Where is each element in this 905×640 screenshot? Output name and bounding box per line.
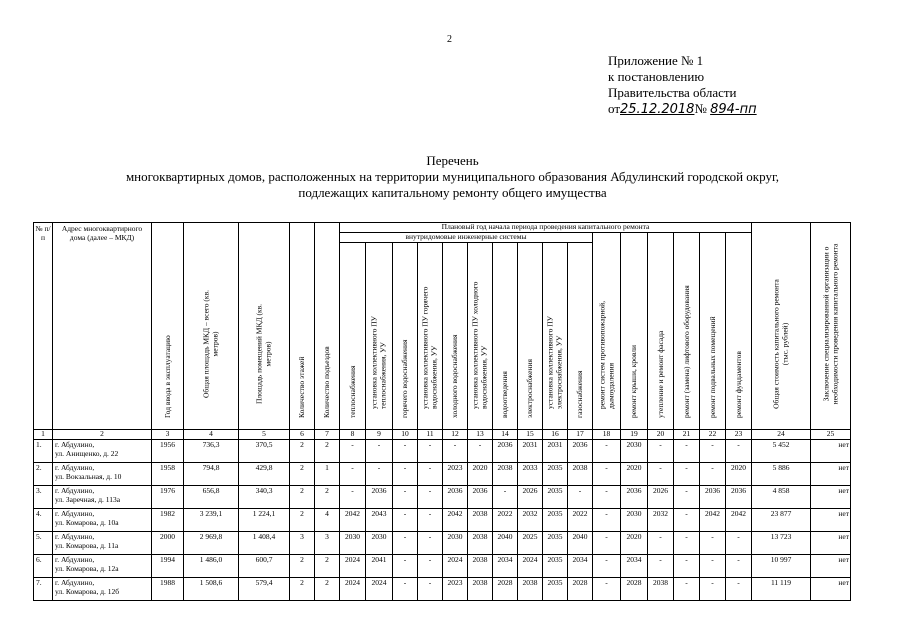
planned-year-cell: 2030 — [340, 532, 366, 555]
planned-year-cell: - — [593, 555, 621, 578]
planned-year-cell: - — [393, 532, 418, 555]
column-number-cell: 20 — [648, 430, 674, 440]
year-cell: 1982 — [152, 509, 184, 532]
planned-year-cell: 2038 — [518, 578, 543, 601]
planned-year-cell: - — [674, 578, 700, 601]
total-area-cell: 794,8 — [184, 463, 239, 486]
planned-year-cell: - — [593, 578, 621, 601]
planned-year-cell: 2024 — [443, 555, 468, 578]
planned-year-cell: 2035 — [543, 463, 568, 486]
planned-year-cell: 2035 — [543, 555, 568, 578]
premises-area-cell: 429,8 — [239, 463, 290, 486]
planned-year-cell: - — [674, 463, 700, 486]
planned-year-cell: - — [468, 440, 493, 463]
planned-year-cell: - — [340, 440, 366, 463]
planned-year-cell: - — [700, 578, 726, 601]
planned-year-cell: - — [726, 440, 752, 463]
cost-cell: 11 119 — [752, 578, 811, 601]
header-c14: водоотведения — [493, 243, 518, 430]
planned-year-cell: - — [568, 486, 593, 509]
planned-year-cell: 2026 — [648, 486, 674, 509]
planned-year-cell: - — [648, 555, 674, 578]
planned-year-cell: - — [393, 509, 418, 532]
table-row — [34, 486, 851, 509]
planned-year-cell: 2034 — [621, 555, 648, 578]
planned-year-cell: 2040 — [568, 532, 593, 555]
total-area-cell: 1 486,0 — [184, 555, 239, 578]
address-line2: ул. Комарова, д. 12а — [55, 563, 119, 573]
planned-year-cell: - — [393, 578, 418, 601]
planned-year-cell: 2023 — [443, 578, 468, 601]
planned-year-cell: 2041 — [366, 555, 393, 578]
planned-year-cell: 2028 — [621, 578, 648, 601]
planned-year-cell: 2042 — [340, 509, 366, 532]
address-cell — [53, 532, 152, 555]
entrances-cell: 4 — [315, 509, 340, 532]
cost-cell: 5 452 — [752, 440, 811, 463]
floors-cell: 2 — [290, 509, 315, 532]
column-number-cell: 11 — [418, 430, 443, 440]
address-line1: г. Абдулино, — [55, 578, 95, 587]
total-area-cell: 3 239,1 — [184, 509, 239, 532]
planned-year-cell: - — [418, 555, 443, 578]
header-c23: ремонт фундаментов — [726, 233, 752, 430]
header-c18: ремонт систем противопожарной, дымоудаления — [593, 233, 621, 430]
planned-year-cell: - — [340, 463, 366, 486]
header-address: Адрес многоквартирного дома (далее – МКД) — [53, 223, 152, 430]
address-line1: г. Абдулино, — [55, 532, 95, 541]
planned-year-cell: - — [418, 486, 443, 509]
row-number: 1. — [34, 440, 53, 463]
column-number-cell: 14 — [493, 430, 518, 440]
planned-year-cell: 2036 — [443, 486, 468, 509]
page-number: 2 — [447, 34, 452, 45]
title-line1: Перечень — [426, 153, 479, 168]
planned-year-cell: - — [393, 486, 418, 509]
floors-cell: 2 — [290, 578, 315, 601]
year-cell: 1988 — [152, 578, 184, 601]
planned-year-cell: - — [674, 440, 700, 463]
entrances-cell: 2 — [315, 486, 340, 509]
table-row — [34, 555, 851, 578]
table-row — [34, 578, 851, 601]
planned-year-cell: - — [593, 486, 621, 509]
appendix-line3: Правительства области — [608, 85, 737, 100]
floors-cell: 2 — [290, 486, 315, 509]
planned-year-cell: 2032 — [518, 509, 543, 532]
planned-year-cell: 2023 — [443, 463, 468, 486]
address-line1: г. Абдулино, — [55, 486, 95, 495]
row-number: 2. — [34, 463, 53, 486]
planned-year-cell: 2024 — [340, 555, 366, 578]
title-line2: многоквартирных домов, расположенных на территории муниципального образования Абдулинский городской округ, — [125, 169, 780, 184]
year-cell: 1956 — [152, 440, 184, 463]
planned-year-cell: 2042 — [443, 509, 468, 532]
premises-area-cell: 579,4 — [239, 578, 290, 601]
address-line1: г. Абдулино, — [55, 463, 95, 472]
column-number-cell: 2 — [53, 430, 152, 440]
planned-year-cell: 2036 — [621, 486, 648, 509]
total-area-cell: 1 508,6 — [184, 578, 239, 601]
conclusion-cell: нет — [811, 578, 851, 601]
appendix-number: 894-пп — [710, 102, 757, 117]
column-number-cell: 10 — [393, 430, 418, 440]
header-premises-area: Площадь помещений МКД (кв. метров) — [239, 223, 290, 430]
cost-cell: 4 858 — [752, 486, 811, 509]
address-cell — [53, 555, 152, 578]
planned-year-cell: - — [593, 532, 621, 555]
column-number-cell: 8 — [340, 430, 366, 440]
address-line2: ул. Анищенко, д. 22 — [55, 448, 119, 458]
planned-year-cell: 2031 — [518, 440, 543, 463]
year-cell: 1976 — [152, 486, 184, 509]
column-number-cell: 18 — [593, 430, 621, 440]
planned-year-cell: 2038 — [468, 532, 493, 555]
conclusion-cell: нет — [811, 440, 851, 463]
address-cell — [53, 509, 152, 532]
cost-cell: 5 886 — [752, 463, 811, 486]
planned-year-cell: - — [648, 440, 674, 463]
total-area-cell: 2 969,8 — [184, 532, 239, 555]
header-c10: горячего водоснабжения — [393, 243, 418, 430]
planned-year-cell: 2038 — [468, 555, 493, 578]
address-line1: г. Абдулино, — [55, 509, 95, 518]
premises-area-cell: 1 224,1 — [239, 509, 290, 532]
column-number-cell: 16 — [543, 430, 568, 440]
floors-cell: 3 — [290, 532, 315, 555]
planned-year-cell: - — [700, 440, 726, 463]
planned-year-cell: 2034 — [568, 555, 593, 578]
column-number-cell: 9 — [366, 430, 393, 440]
column-number-cell: 21 — [674, 430, 700, 440]
header-floors: Количество этажей — [290, 223, 315, 430]
address-line2: ул. Комарова, д. 10а — [55, 517, 119, 527]
entrances-cell: 2 — [315, 555, 340, 578]
entrances-cell: 2 — [315, 578, 340, 601]
header-c13: установка коллективного ПУ холодного водоснабжения, УУ — [468, 243, 493, 430]
planned-year-cell: - — [726, 578, 752, 601]
table-row — [34, 509, 851, 532]
appendix-line1: Приложение № 1 — [608, 53, 704, 68]
planned-year-cell: - — [393, 555, 418, 578]
column-number-cell: 12 — [443, 430, 468, 440]
title-line3: подлежащих капитальному ремонту общего имущества — [298, 185, 607, 200]
planned-year-cell: 2036 — [568, 440, 593, 463]
header-conclusion: Заключение специализированной организации о необходимости проведения капитального ремонта — [811, 223, 851, 430]
planned-year-cell: 2036 — [468, 486, 493, 509]
header-c20: утепление и ремонт фасада — [648, 233, 674, 430]
planned-year-cell: 2031 — [543, 440, 568, 463]
planned-year-cell: - — [726, 532, 752, 555]
column-number-cell: 17 — [568, 430, 593, 440]
premises-area-cell: 1 408,4 — [239, 532, 290, 555]
planned-year-cell: 2036 — [366, 486, 393, 509]
planned-year-cell: - — [593, 440, 621, 463]
header-c21: ремонт (замена) лифтового оборудования — [674, 233, 700, 430]
column-numbers-row — [34, 430, 851, 440]
address-cell — [53, 463, 152, 486]
column-number-cell: 24 — [752, 430, 811, 440]
planned-year-cell: - — [674, 532, 700, 555]
planned-year-cell: - — [418, 440, 443, 463]
planned-year-cell: - — [418, 578, 443, 601]
header-c15: электроснабжения — [518, 243, 543, 430]
planned-year-cell: 2038 — [648, 578, 674, 601]
header-num: № п/п — [34, 223, 53, 430]
planned-year-cell: 2035 — [543, 532, 568, 555]
planned-year-cell: 2020 — [726, 463, 752, 486]
floors-cell: 2 — [290, 440, 315, 463]
row-number: 5. — [34, 532, 53, 555]
planned-year-cell: - — [648, 463, 674, 486]
premises-area-cell: 600,7 — [239, 555, 290, 578]
row-number: 3. — [34, 486, 53, 509]
column-number-cell: 22 — [700, 430, 726, 440]
planned-year-cell: - — [443, 440, 468, 463]
planned-year-cell: 2036 — [726, 486, 752, 509]
planned-year-cell: 2038 — [493, 463, 518, 486]
planned-year-cell: - — [340, 486, 366, 509]
column-number-cell: 1 — [34, 430, 53, 440]
column-number-cell: 23 — [726, 430, 752, 440]
planned-year-cell: - — [648, 532, 674, 555]
planned-year-cell: 2035 — [543, 578, 568, 601]
planned-year-cell: 2028 — [493, 578, 518, 601]
planned-year-cell: - — [418, 463, 443, 486]
planned-year-cell: - — [726, 555, 752, 578]
cost-cell: 10 997 — [752, 555, 811, 578]
appendix-date: 25.12.2018 — [620, 102, 695, 117]
header-engineering: внутридомовые инженерные системы — [340, 233, 593, 243]
year-cell: 1994 — [152, 555, 184, 578]
planned-year-cell: 2030 — [443, 532, 468, 555]
year-cell: 1958 — [152, 463, 184, 486]
planned-year-cell: - — [674, 555, 700, 578]
row-number: 4. — [34, 509, 53, 532]
cost-cell: 23 877 — [752, 509, 811, 532]
column-number-cell: 19 — [621, 430, 648, 440]
planned-year-cell: 2025 — [518, 532, 543, 555]
planned-year-cell: 2026 — [518, 486, 543, 509]
planned-year-cell: 2030 — [621, 440, 648, 463]
address-line2: ул. Вокзальная, д. 10 — [55, 471, 122, 481]
table-row — [34, 532, 851, 555]
column-number-cell: 15 — [518, 430, 543, 440]
planned-year-cell: - — [674, 509, 700, 532]
conclusion-cell: нет — [811, 555, 851, 578]
header-c12: холодного водоснабжения — [443, 243, 468, 430]
cost-cell: 13 723 — [752, 532, 811, 555]
buildings-table — [33, 222, 851, 601]
header-year: Год ввода в эксплуатацию — [152, 223, 184, 430]
address-cell — [53, 578, 152, 601]
entrances-cell: 3 — [315, 532, 340, 555]
column-number-cell: 4 — [184, 430, 239, 440]
planned-year-cell: - — [366, 440, 393, 463]
address-line1: г. Абдулино, — [55, 440, 95, 449]
planned-year-cell: 2028 — [568, 578, 593, 601]
planned-year-cell: 2024 — [366, 578, 393, 601]
address-line2: ул. Комарова, д. 12б — [55, 586, 120, 596]
header-c8: теплоснабжения — [340, 243, 366, 430]
planned-year-cell: - — [593, 463, 621, 486]
planned-year-cell: 2034 — [493, 555, 518, 578]
total-area-cell: 656,8 — [184, 486, 239, 509]
planned-year-cell: - — [366, 463, 393, 486]
premises-area-cell: 340,3 — [239, 486, 290, 509]
planned-year-cell: 2030 — [366, 532, 393, 555]
planned-year-cell: 2020 — [468, 463, 493, 486]
address-line2: ул. Заречная, д. 113а — [55, 494, 121, 504]
column-number-cell: 13 — [468, 430, 493, 440]
planned-year-cell: 2036 — [700, 486, 726, 509]
column-number-cell: 5 — [239, 430, 290, 440]
year-cell: 2000 — [152, 532, 184, 555]
column-number-cell: 7 — [315, 430, 340, 440]
header-c17: газоснабжения — [568, 243, 593, 430]
planned-year-cell: - — [393, 463, 418, 486]
planned-year-cell: - — [393, 440, 418, 463]
planned-year-cell: 2036 — [493, 440, 518, 463]
address-line1: г. Абдулино, — [55, 555, 95, 564]
planned-year-cell: - — [418, 509, 443, 532]
conclusion-cell: нет — [811, 532, 851, 555]
planned-year-cell: - — [593, 509, 621, 532]
planned-year-cell: 2020 — [621, 463, 648, 486]
planned-year-cell: - — [418, 532, 443, 555]
planned-year-cell: 2040 — [493, 532, 518, 555]
header-c16: установка коллективного ПУ электроснабжения, УУ — [543, 243, 568, 430]
address-line2: ул. Комарова, д. 11а — [55, 540, 119, 550]
premises-area-cell: 370,5 — [239, 440, 290, 463]
planned-year-cell: 2038 — [468, 578, 493, 601]
header-total-area: Общая площадь МКД – всего (кв. метров) — [184, 223, 239, 430]
planned-year-cell: 2022 — [568, 509, 593, 532]
header-c9: установка коллективного ПУ теплоснабжения, УУ — [366, 243, 393, 430]
document-title — [0, 153, 905, 201]
address-cell — [53, 440, 152, 463]
table-row — [34, 440, 851, 463]
header-planned-year: Плановый год начала периода проведения капитального ремонта — [340, 223, 752, 233]
header-c11: установка коллективного ПУ горячего водоснабжения, УУ — [418, 243, 443, 430]
column-number-cell: 3 — [152, 430, 184, 440]
row-number: 7. — [34, 578, 53, 601]
appendix-no-label: № — [694, 101, 707, 116]
planned-year-cell: 2035 — [543, 509, 568, 532]
header-c22: ремонт подвальных помещений — [700, 233, 726, 430]
appendix-date-prefix: от — [608, 101, 621, 116]
planned-year-cell: - — [674, 486, 700, 509]
planned-year-cell: 2022 — [493, 509, 518, 532]
conclusion-cell: нет — [811, 463, 851, 486]
entrances-cell: 2 — [315, 440, 340, 463]
row-number: 6. — [34, 555, 53, 578]
planned-year-cell: 2033 — [518, 463, 543, 486]
appendix-block — [608, 53, 757, 118]
planned-year-cell: 2043 — [366, 509, 393, 532]
appendix-line2: к постановлению — [608, 69, 705, 84]
total-area-cell: 736,3 — [184, 440, 239, 463]
column-number-cell: 6 — [290, 430, 315, 440]
planned-year-cell: 2042 — [700, 509, 726, 532]
planned-year-cell: 2032 — [648, 509, 674, 532]
planned-year-cell: - — [700, 463, 726, 486]
floors-cell: 2 — [290, 463, 315, 486]
address-cell — [53, 486, 152, 509]
planned-year-cell: 2035 — [543, 486, 568, 509]
conclusion-cell: нет — [811, 509, 851, 532]
planned-year-cell: 2038 — [468, 509, 493, 532]
column-number-cell: 25 — [811, 430, 851, 440]
header-entrances: Количество подъездов — [315, 223, 340, 430]
header-c19: ремонт крыши, кровли — [621, 233, 648, 430]
appendix-date-line — [608, 101, 757, 118]
table-row — [34, 463, 851, 486]
entrances-cell: 1 — [315, 463, 340, 486]
planned-year-cell: 2024 — [518, 555, 543, 578]
planned-year-cell: - — [700, 555, 726, 578]
planned-year-cell: 2030 — [621, 509, 648, 532]
planned-year-cell: 2024 — [340, 578, 366, 601]
header-cost: Общая стоимость капитального ремонта (тыс. рублей) — [752, 223, 811, 430]
planned-year-cell: - — [493, 486, 518, 509]
planned-year-cell: 2042 — [726, 509, 752, 532]
planned-year-cell: 2038 — [568, 463, 593, 486]
conclusion-cell: нет — [811, 486, 851, 509]
planned-year-cell: 2020 — [621, 532, 648, 555]
planned-year-cell: - — [700, 532, 726, 555]
floors-cell: 2 — [290, 555, 315, 578]
